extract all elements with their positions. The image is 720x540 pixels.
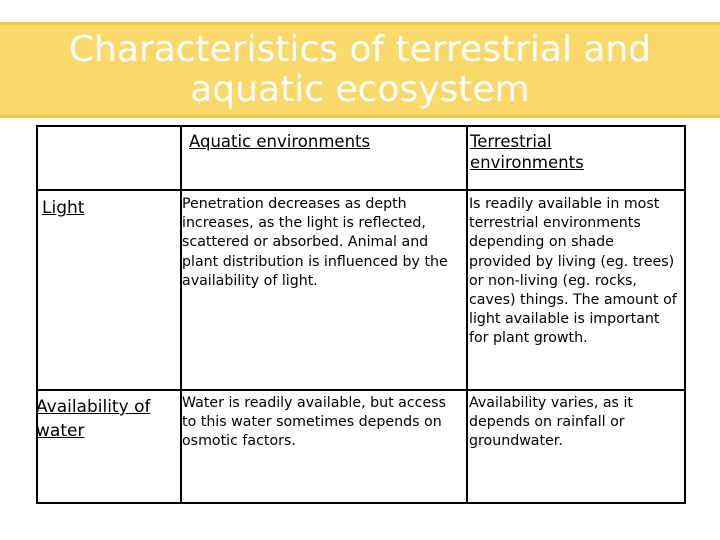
table-border-left	[36, 125, 38, 504]
title-banner	[0, 22, 720, 118]
cell-water-terrestrial: Availability varies, as it depends on rainfall or groundwater.	[469, 395, 633, 450]
row-label-water: Availability of water	[36, 397, 151, 441]
cell-water-aquatic: Water is readily available, but access to this water sometimes depends on osmotic factors.	[182, 395, 446, 450]
page-title: Characteristics of terrestrial and aquatic ecosystem	[68, 29, 652, 110]
row-label-light: Light	[42, 198, 85, 218]
table-header-rule	[36, 189, 686, 191]
header-terrestrial: Terrestrial environments	[470, 132, 584, 172]
table-divider-2	[466, 125, 468, 504]
comparison-table	[36, 125, 686, 504]
table-border-bottom	[36, 502, 686, 504]
cell-light-aquatic: Penetration decreases as depth increases, as the light is reflected, scattered or absorbed. Animal and plant distribution is influenced by the availability of light.	[182, 196, 448, 289]
table-border-top	[36, 125, 686, 127]
table-row-rule	[36, 389, 686, 391]
header-aquatic: Aquatic environments	[189, 132, 371, 151]
table-border-right	[684, 125, 686, 504]
cell-light-terrestrial: Is readily available in most terrestrial environments depending on shade provided by living (eg. trees) or non-living (eg. rocks, caves) things. The amount of light available is important for plant growth.	[469, 196, 677, 347]
